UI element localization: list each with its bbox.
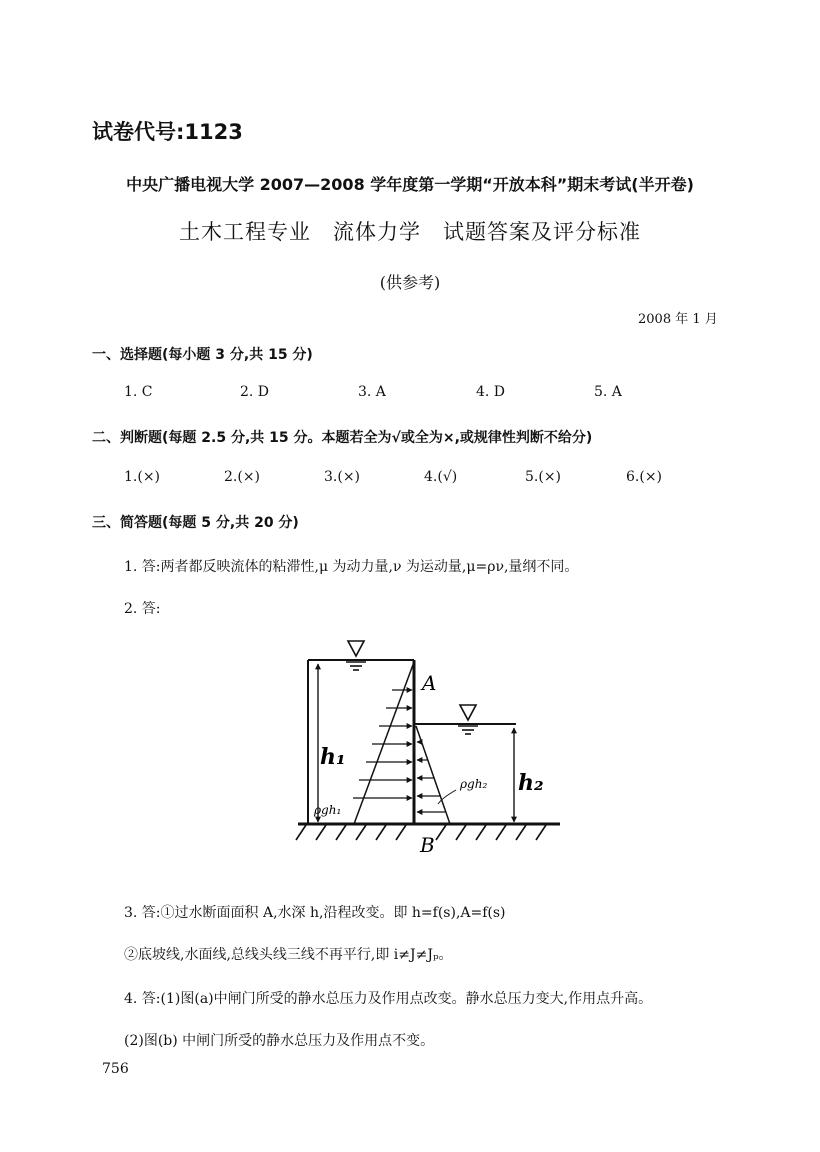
- section1-answer: 3. A: [358, 384, 386, 400]
- section2-answer: 4.(√): [424, 469, 458, 485]
- section1-title: 一、选择题(每小题 3 分,共 15 分): [92, 347, 313, 363]
- section2-answer: 6.(×): [626, 469, 663, 485]
- exam-date: 2008 年 1 月: [638, 312, 718, 327]
- label-h2: h₂: [518, 770, 544, 796]
- pressure-diagram: [292, 628, 572, 858]
- label-pressure-h1: ρgh₁: [314, 803, 342, 817]
- label-pressure-h2: ρgh₂: [460, 777, 488, 791]
- label-a: A: [422, 671, 437, 695]
- answer-q3-line2: ②底坡线,水面线,总线头线三线不再平行,即 i≠J≠Jₚ。: [124, 947, 453, 963]
- answer-q4-line2: (2)图(b) 中闸门所受的静水总压力及作用点不变。: [124, 1033, 435, 1049]
- page-number: 756: [102, 1061, 129, 1077]
- answer-q4-line1: 4. 答:(1)图(a)中闸门所受的静水总压力及作用点改变。静水总压力变大,作用点升高。: [124, 991, 653, 1007]
- section2-title: 二、判断题(每题 2.5 分,共 15 分。本题若全为√或全为×,或规律性判断不给分): [92, 430, 593, 446]
- answer-q1: 1. 答:两者都反映流体的粘滞性,μ 为动力量,ν 为运动量,μ=ρν,量纲不同。: [124, 559, 579, 575]
- section3-title: 三、简答题(每题 5 分,共 20 分): [92, 515, 299, 531]
- section2-answer: 5.(×): [525, 469, 562, 485]
- section1-answer: 4. D: [476, 384, 506, 400]
- answer-q2-label: 2. 答:: [124, 601, 161, 617]
- subject-title: 土木工程专业 流体力学 试题答案及评分标准: [179, 220, 641, 244]
- water-surface-icon: [346, 641, 366, 670]
- pressure-arrows-left: [353, 690, 412, 798]
- section1-answer: 5. A: [594, 384, 622, 400]
- pressure-triangle-right: [416, 726, 450, 824]
- section2-answer: 3.(×): [324, 469, 361, 485]
- pressure-arrows-right: [417, 742, 445, 812]
- section2-answer: 2.(×): [224, 469, 261, 485]
- answer-q3-line1: 3. 答:①过水断面面积 A,水深 h,沿程改变。即 h=f(s),A=f(s): [124, 905, 506, 921]
- paper-code: 试卷代号:1123: [92, 120, 243, 144]
- water-surface-icon: [458, 705, 478, 734]
- label-b: B: [420, 833, 435, 857]
- reference-note: (供参考): [379, 273, 441, 292]
- section1-answer: 1. C: [124, 384, 153, 400]
- section1-answer: 2. D: [240, 384, 270, 400]
- university-line: 中央广播电视大学 2007—2008 学年度第一学期“开放本科”期末考试(半开卷): [126, 175, 694, 194]
- section2-answer: 1.(×): [124, 469, 161, 485]
- pressure-triangle-left: [354, 662, 414, 824]
- label-h1: h₁: [320, 744, 346, 770]
